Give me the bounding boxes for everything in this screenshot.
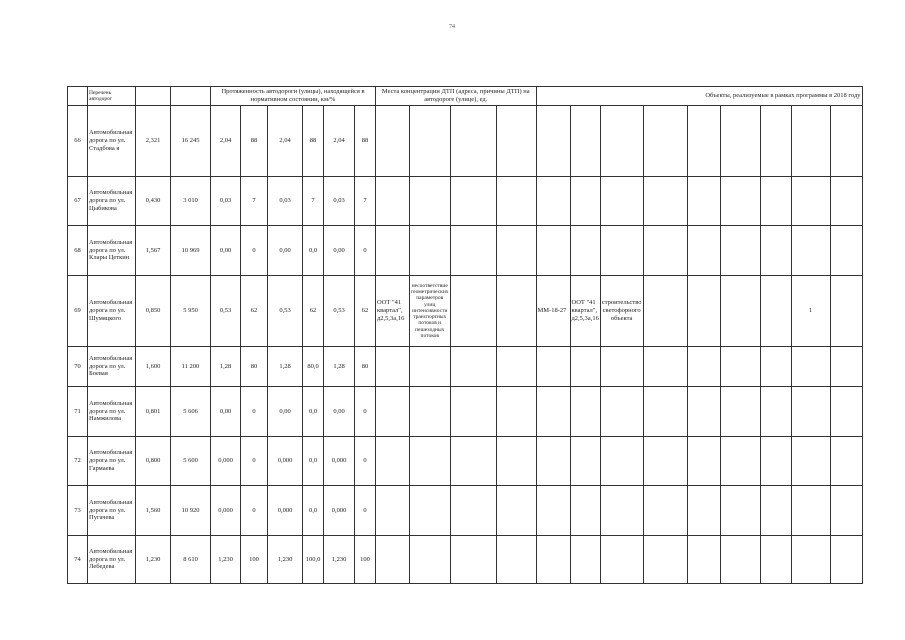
road-name: Автомобильная дорога по ул. Шумяцкого xyxy=(88,276,136,347)
road-length: 1,567 xyxy=(136,226,171,276)
header-empty xyxy=(68,87,88,106)
table-row xyxy=(68,536,863,584)
normal-km-1: 1,28 xyxy=(211,347,241,387)
road-name: Автомобильная дорога по ул. Боевая xyxy=(88,347,136,387)
normal-pct-2: 100,0 xyxy=(303,536,324,584)
normal-km-2: 1,230 xyxy=(268,536,303,584)
normal-pct-3: 80 xyxy=(355,347,376,387)
road-area: 5 950 xyxy=(171,276,211,347)
road-area: 11 200 xyxy=(171,347,211,387)
table-row xyxy=(68,347,863,387)
road-area: 10 920 xyxy=(171,486,211,536)
normal-pct-3: 100 xyxy=(355,536,376,584)
normal-km-1: 0,000 xyxy=(211,486,241,536)
normal-pct-3: 62 xyxy=(355,276,376,347)
normal-km-3: 1,28 xyxy=(324,347,355,387)
normal-pct-2: 0,0 xyxy=(303,437,324,486)
road-area: 5 606 xyxy=(171,387,211,437)
road-length: 2,321 xyxy=(136,106,171,177)
normal-km-1: 0,03 xyxy=(211,177,241,226)
header-row xyxy=(68,87,863,106)
normal-pct-3: 0 xyxy=(355,437,376,486)
normal-pct-2: 88 xyxy=(303,106,324,177)
roads-table xyxy=(67,86,863,584)
normal-km-1: 1,230 xyxy=(211,536,241,584)
normal-pct-1: 62 xyxy=(241,276,268,347)
normal-km-2: 0,53 xyxy=(268,276,303,347)
normal-pct-1: 0 xyxy=(241,226,268,276)
row-number: 72 xyxy=(68,437,88,486)
header-length-group: Протяженность автодороги (улицы), находящейся в нормативном состоянии, км/% xyxy=(211,87,376,106)
table-row xyxy=(68,276,863,347)
road-name: Автомобильная дорога по ул. Намжилова xyxy=(88,387,136,437)
normal-pct-3: 7 xyxy=(355,177,376,226)
normal-pct-1: 80 xyxy=(241,347,268,387)
road-area: 8 610 xyxy=(171,536,211,584)
normal-pct-2: 62 xyxy=(303,276,324,347)
row-number: 69 xyxy=(68,276,88,347)
object-work: строительство светофорного объекта xyxy=(600,276,643,347)
road-name: Автомобильная дорога по ул. Пугачева xyxy=(88,486,136,536)
road-name: Автомобильная дорога по ул. Цыбикова xyxy=(88,177,136,226)
normal-pct-2: 7 xyxy=(303,177,324,226)
normal-km-2: 0,00 xyxy=(268,226,303,276)
normal-pct-3: 0 xyxy=(355,486,376,536)
normal-km-2: 1,28 xyxy=(268,347,303,387)
row-number: 71 xyxy=(68,387,88,437)
normal-km-3: 0,000 xyxy=(324,486,355,536)
header-road-list: Перечень автодорог xyxy=(88,87,136,106)
normal-km-3: 0,53 xyxy=(324,276,355,347)
object-code: ММ-18-27 xyxy=(536,276,570,347)
table-row xyxy=(68,177,863,226)
normal-pct-2: 0,0 xyxy=(303,387,324,437)
normal-km-1: 0,000 xyxy=(211,437,241,486)
normal-pct-1: 7 xyxy=(241,177,268,226)
normal-km-2: 0,000 xyxy=(268,486,303,536)
road-length: 1,560 xyxy=(136,486,171,536)
normal-pct-3: 0 xyxy=(355,226,376,276)
normal-km-2: 2,04 xyxy=(268,106,303,177)
table-row xyxy=(68,437,863,486)
page-number: 74 xyxy=(449,24,455,30)
normal-km-1: 0,00 xyxy=(211,226,241,276)
header-objects-group: Объекты, реализуемые в рамках программы в 2018 году xyxy=(536,87,862,106)
table-row xyxy=(68,486,863,536)
normal-pct-3: 0 xyxy=(355,387,376,437)
road-area: 16 245 xyxy=(171,106,211,177)
table-row xyxy=(68,226,863,276)
road-name: Автомобильная дорога по ул. Стадбова я xyxy=(88,106,136,177)
normal-km-3: 0,000 xyxy=(324,437,355,486)
road-length: 0,801 xyxy=(136,387,171,437)
normal-pct-2: 80,0 xyxy=(303,347,324,387)
road-area: 10 969 xyxy=(171,226,211,276)
normal-pct-3: 88 xyxy=(355,106,376,177)
normal-pct-2: 0,0 xyxy=(303,486,324,536)
table-row xyxy=(68,106,863,177)
row-number: 74 xyxy=(68,536,88,584)
road-name: Автомобильная дорога по ул. Клары Цеткин xyxy=(88,226,136,276)
road-length: 0,800 xyxy=(136,437,171,486)
row-number: 68 xyxy=(68,226,88,276)
normal-km-2: 0,03 xyxy=(268,177,303,226)
normal-km-2: 0,000 xyxy=(268,437,303,486)
object-count: 1 xyxy=(791,276,830,347)
road-area: 5 600 xyxy=(171,437,211,486)
road-name: Автомобильная дорога по ул. Лебедева xyxy=(88,536,136,584)
normal-pct-1: 0 xyxy=(241,486,268,536)
object-place: ООТ "41 квартал", д2,5,3а,16 xyxy=(570,276,600,347)
normal-km-1: 2,04 xyxy=(211,106,241,177)
road-name: Автомобильная дорога по ул. Гармаева xyxy=(88,437,136,486)
normal-pct-1: 100 xyxy=(241,536,268,584)
road-length: 1,600 xyxy=(136,347,171,387)
row-number: 67 xyxy=(68,177,88,226)
normal-km-2: 0,00 xyxy=(268,387,303,437)
normal-pct-1: 88 xyxy=(241,106,268,177)
road-area: 3 010 xyxy=(171,177,211,226)
normal-km-1: 0,00 xyxy=(211,387,241,437)
dtp-cause: несоответствие геометрических параметров улиц интенсивности транспортных потоков и пешеходных потоков xyxy=(410,276,451,347)
normal-pct-1: 0 xyxy=(241,437,268,486)
row-number: 70 xyxy=(68,347,88,387)
road-length: 1,230 xyxy=(136,536,171,584)
dtp-place: ООТ "41 квартал", д2,5,3а,16 xyxy=(376,276,410,347)
road-length: 0,850 xyxy=(136,276,171,347)
normal-km-3: 2,04 xyxy=(324,106,355,177)
normal-km-3: 0,03 xyxy=(324,177,355,226)
header-dtp-group: Места концентрации ДТП (адреса, причины ДТП) на автодороге (улице), ед. xyxy=(376,87,537,106)
table-row xyxy=(68,387,863,437)
normal-pct-1: 0 xyxy=(241,387,268,437)
normal-km-1: 0,53 xyxy=(211,276,241,347)
normal-km-3: 0,00 xyxy=(324,226,355,276)
normal-pct-2: 0,0 xyxy=(303,226,324,276)
road-length: 0,430 xyxy=(136,177,171,226)
row-number: 66 xyxy=(68,106,88,177)
normal-km-3: 1,230 xyxy=(324,536,355,584)
normal-km-3: 0,00 xyxy=(324,387,355,437)
row-number: 73 xyxy=(68,486,88,536)
